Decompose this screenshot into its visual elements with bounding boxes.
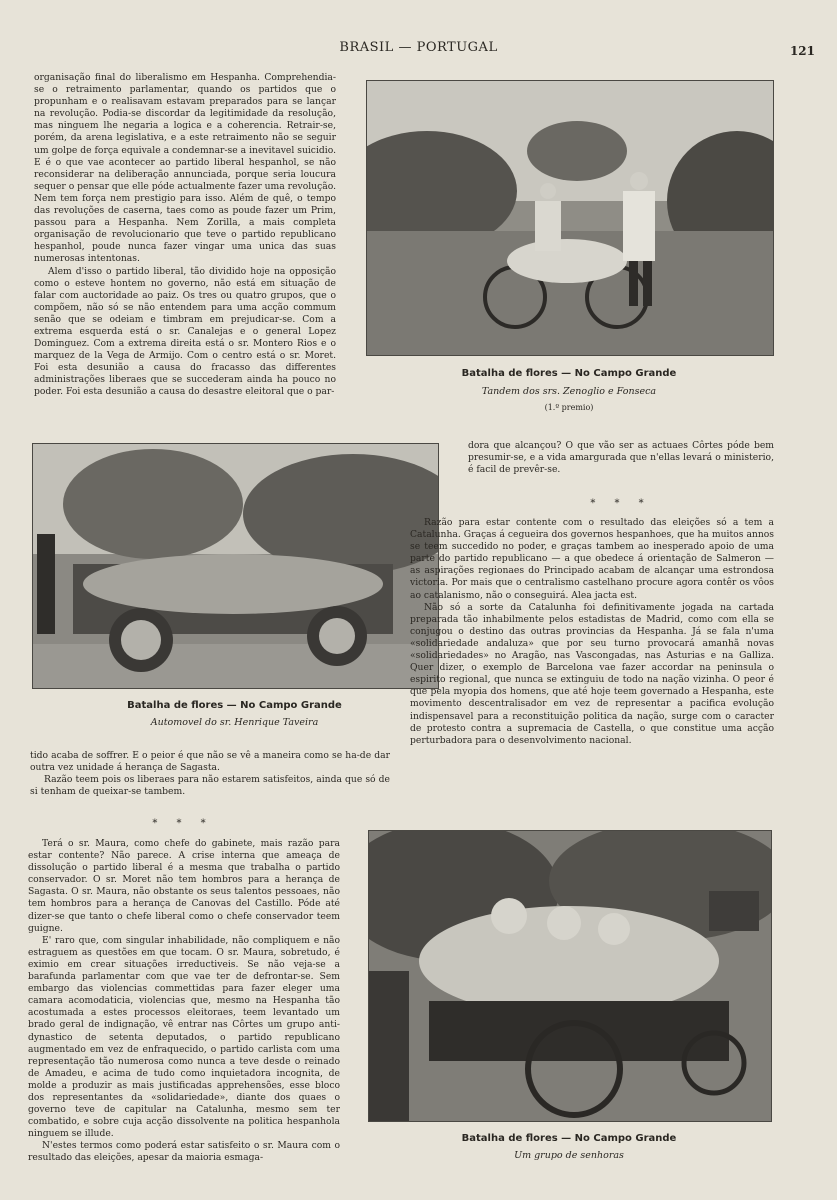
photo-senhoras — [368, 830, 772, 1122]
section-separator: * * * — [590, 498, 652, 509]
photo-caption-title: Batalha de flores — No Campo Grande — [461, 1133, 677, 1144]
paragraph: Não só a sorte da Catalunha foi definitivamente jogada na cartada preparada tão inhabilmente pelos estadistas de Madrid, como com ella se conjugou o destino das outras provincias da Hespanha. Já se fala n'uma «solidariedade andaluza» que por seu turno provocará amanhã novas «solidariedades» no Aragão, nas Vascongadas, nas Asturias e na Galliza. Quer dizer, o exemplo de Barcelona vae fazer accordar na peninsula o espirito regional, que nunca se extinguiu de todo na nação vizinha. O peor é que pela myopia dos homens, que até hoje teem governado a Hespanha, este movimento descentralisador em vez de representar a pacifica evolução indispensavel para a reconstituição politica da nação, surge com o caracter de protesto contra a supremacia de Castella, o que constitue uma acção perturbadora para o desenvolvimento nacional. — [410, 601, 774, 746]
photo-tandem — [366, 80, 774, 356]
column-mid-left — [30, 750, 390, 802]
paragraph: tido acaba de soffrer. E o peior é que não se vê a maneira como se ha-de dar outra vez unidade á herança de Sagasta. — [30, 750, 390, 774]
paragraph: Terá o sr. Maura, como chefe do gabinete, mais razão para estar contente? Não parece. A crise interna que ameaça de dissolução o partido liberal é a mesma que trabalha o partido conservador. O sr. Moret não tem hombros para a herança de Sagasta. O sr. Maura, não obstante os seus talentos pessoaes, não tem hombros para a herança de Canovas del Castillo. Póde até dizer-se que tanto o chefe liberal como o chefe conservador teem guigne. — [28, 838, 340, 934]
photo-automovel — [32, 443, 439, 689]
column-bottom-left — [28, 838, 340, 1168]
photo-caption-subtitle: Um grupo de senhoras — [514, 1150, 624, 1161]
photo-caption-note: (1.º premio) — [544, 403, 594, 412]
photo-caption-title: Batalha de flores — No Campo Grande — [127, 700, 342, 711]
paragraph: Razão para estar contente com o resultado das eleições só a tem a Catalunha. Graças á cegueira dos governos hespanhoes, que ha muitos annos se teem succedido no poder, e graças tambem ao inesperado apoio de uma parte do partido republicano — a que obedece á orientação de Salmeron — as aspirações regionaes do Principado acabam de alcançar uma estrondosa victoria. Por mais que o centralismo castelhano procure agora contêr os vôos ao catalanismo, não o conseguirá. Alea jacta est. — [410, 517, 774, 601]
paragraph: N'estes termos como poderá estar satisfeito o sr. Maura com o resultado das eleições, apesar da maioria esmaga- — [28, 1140, 340, 1164]
column-top-left — [34, 72, 336, 414]
photo-caption-subtitle: Automovel do sr. Henrique Taveira — [150, 717, 319, 728]
section-separator: * * * — [152, 818, 214, 829]
page-header-title: BRASIL — PORTUGAL — [339, 40, 498, 55]
photo-caption-title: Batalha de flores — No Campo Grande — [461, 368, 677, 379]
column-right-top — [468, 440, 774, 480]
page-number: 121 — [789, 44, 815, 58]
paragraph: organisação final do liberalismo em Hespanha. Comprehendia-se o retraimento parlamentar, quando os partidos que o propunham e o realisavam estavam preparados para se lançar na revolução. Podia-se discordar da legitimidade da resolução, mas ninguem lhe negaria a logica e a coherencia. Retrair-se, porém, da arena legislativa, e a este retraimento não se seguir um golpe de força equivale a condemnar-se a inevitavel suicidio. E é o que vae acontecer ao partido liberal hespanhol, se não reconsiderar na deliberação annunciada, porque seria loucura sequer o pensar que elle póde actualmente fazer uma revolução. Nem tem força nem prestigio para isso. Além de quê, o tempo das revoluções de caserna, taes como as poude fazer um Prim, passou para a Hespanha. Nem Zorilla, a mais completa organisação de revolucionario que teve o partido republicano hespanhol, poude nunca fazer vingar uma unica das suas numerosas intentonas. — [34, 72, 336, 265]
paragraph: Razão teem pois os liberaes para não estarem satisfeitos, ainda que só de si tenham de queixar-se tambem. — [30, 774, 390, 798]
column-right-lower — [410, 517, 774, 807]
paragraph: E' raro que, com singular inhabilidade, não compliquem e não estraguem as questões em que tocam. O sr. Maura, sobretudo, é eximio em crear situações irreductiveis. Se não veja-se a barafunda parlamentar com que vae ter de defrontar-se. Sem embargo das violencias commettidas para fazer eleger uma camara acomodaticia, violencias que, mesmo na Hespanha tão acostumada a estes processos eleitoraes, teem levantado um brado geral de indignação, vê entrar nas Côrtes um grupo anti-dynastico de setenta deputados, o partido republicano augmentado em vez de enfraquecido, o partido carlista com uma representação tão numerosa como nunca a teve desde o reinado de Amadeu, e acima de tudo como inquietadora incognita, de molde a produzir as mais justificadas apprehensões, esse bloco dos representantes da «solidariedade», diante dos quaes o governo teve de capitular na Catalunha, mesmo sem ter combatido, e sobre cuja acção dissolvente na politica hespanhola ninguem se illude. — [28, 934, 340, 1140]
paragraph: Alem d'isso o partido liberal, tão dividido hoje na opposição como o esteve hontem no governo, não está em situação de falar com auctoridade ao paiz. Os tres ou quatro grupos, que o compõem, não só se não entendem para uma acção commum senão que se odeiam e timbram em prejudicar-se. Com a extrema esquerda está o sr. Canalejas e o general Lopez Dominguez. Com a extrema direita está o sr. Montero Rios e o marquez de la Vega de Armijo. Com o centro está o sr. Moret. Foi esta desunião a causa do fracasso das differentes administrações liberaes que se succederam ainda ha pouco no poder. Foi esta desunião a causa do desastre eleitoral que o par- — [34, 265, 336, 398]
photo-caption-subtitle: Tandem dos srs. Zenoglio e Fonseca — [481, 386, 657, 397]
paragraph: dora que alcançou? O que vão ser as actuaes Côrtes póde bem presumir-se, e a vida amargurada que n'ellas levará o ministerio, é facil de prevêr-se. — [468, 440, 774, 476]
